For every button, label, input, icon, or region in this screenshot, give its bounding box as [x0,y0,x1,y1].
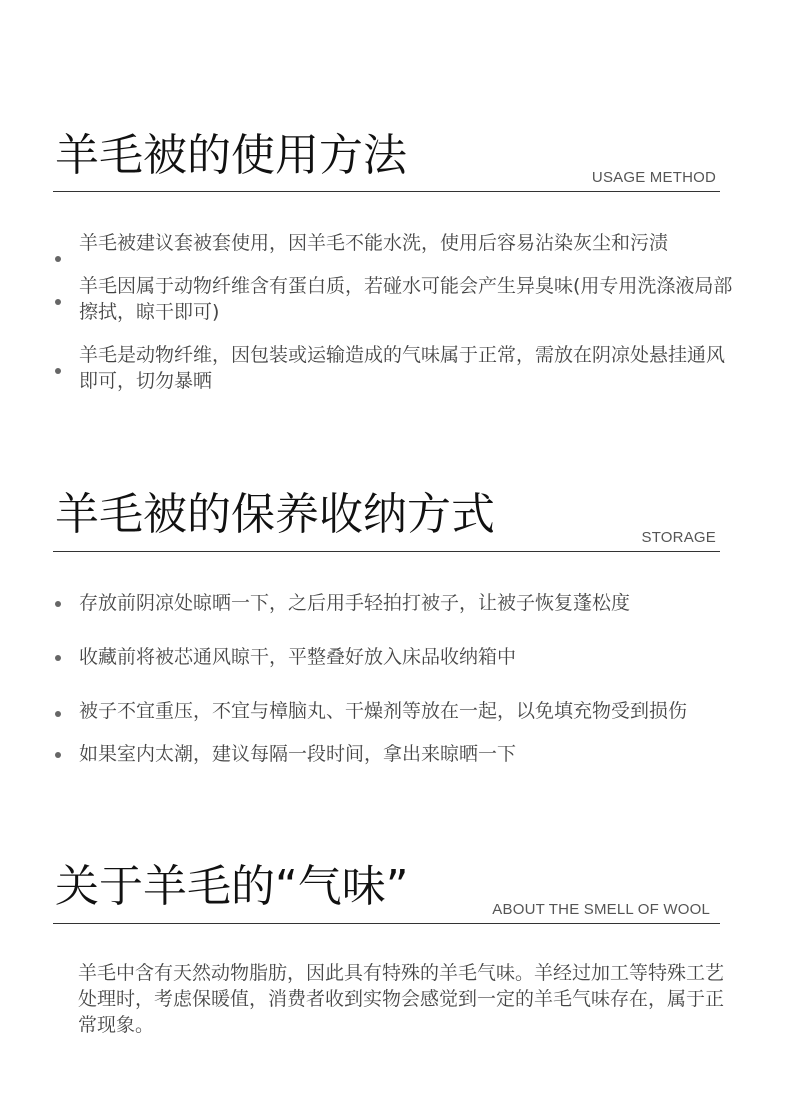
list-item-text: 羊毛被建议套被套使用，因羊毛不能水洗，使用后容易沾染灰尘和污渍 [79,232,669,254]
usage-title: 羊毛被的使用方法 [55,130,407,181]
smell-title: 关于羊毛的“气味” [55,861,409,912]
list-item-text: 羊毛是动物纤维，因包装或运输造成的气味属于正常，需放在阴凉处悬挂通风即可，切勿暴晒 [79,344,726,392]
smell-subtitle: ABOUT THE SMELL OF WOOL [492,901,710,918]
list-item-text: 被子不宜重压，不宜与樟脑丸、干燥剂等放在一起，以免填充物受到损伤 [79,700,688,722]
list-item-text: 存放前阴凉处晾晒一下，之后用手轻拍打被子，让被子恢复蓬松度 [79,592,631,614]
storage-title: 羊毛被的保养收纳方式 [55,489,495,540]
usage-subtitle: USAGE METHOD [591,169,716,186]
smell-paragraph: 羊毛中含有天然动物脂肪，因此具有特殊的羊毛气味。羊经过加工等特殊工艺处理时，考虑保暖值，消费者收到实物会感觉到一定的羊毛气味存在，属于正常现象。 [78,962,725,1036]
smell-divider [53,923,720,924]
storage-subtitle: STORAGE [641,529,716,546]
list-item-text: 收藏前将被芯通风晾干，平整叠好放入床品收纳箱中 [79,646,517,668]
list-item-text: 羊毛因属于动物纤维含有蛋白质，若碰水可能会产生异臭味(用专用洗涤液局部擦拭，晾干即可) [79,275,733,323]
list-item-text: 如果室内太潮，建议每隔一段时间，拿出来晾晒一下 [79,743,517,765]
